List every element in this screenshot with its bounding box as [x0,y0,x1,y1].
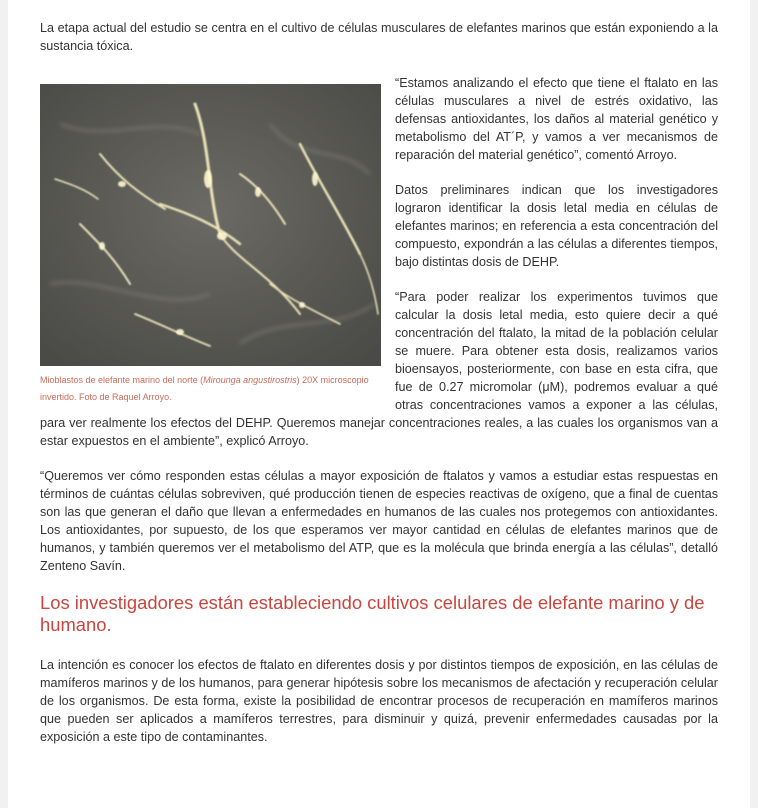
figure [40,84,381,406]
quote-paragraph-3: “Queremos ver cómo responden estas células a mayor exposición de ftalatos y vamos a estudiar estas respuestas en términos de cuántas células sobreviven, qué producción tienen de especies reactivas de oxígeno, que a final de cuentas son las que generan el daño que llevan a enfermedades en humanos de las cuales nos protegemos con antioxidantes. Los antioxidantes, por supuesto, de los que esperamos ver mayor cantidad en células de elefantes marinos que de humanos, y también queremos ver el metabolismo del ATP, que es la molécula que brinda energía a las células”, detalló Zenteno Savín. [40,469,718,573]
section-heading: Los investigadores están estableciendo cultivos celulares de elefante marino y de humano. [40,592,705,635]
intro-paragraph: La etapa actual del estudio se centra en el cultivo de células musculares de elefantes marinos que están exponiendo a la sustancia tóxica. [40,21,718,53]
page [8,0,750,808]
closing-paragraph: La intención es conocer los efectos de ftalato en diferentes dosis y por distintos tiempos de exposición, en las células de mamíferos marinos y de los humanos, para generar hipótesis sobre los mecanismos de afectación y recuperación celular de los organismos. De esta forma, existe la posibilidad de encontrar procesos de recuperación en mamíferos marinos que pueden ser aplicados a mamíferos terrestres, para disminuir y quizá, prevenir enfermedades causadas por la exposición a este tipo de contaminantes. [40,658,718,744]
end-spacer [40,763,718,773]
quote-paragraph-1: “Estamos analizando el efecto que tiene el ftalato en las células musculares a nivel de estrés oxidativo, las defensas antioxidantes, los daños al material genético y metabolismo del AT´P, y vamos a ver mecanismos de reparación del material genético”, comentó Arroyo. [395,76,718,162]
microscope-photo [40,84,381,366]
caption-text-start: Mioblastos de elefante marino del norte ( [40,375,204,385]
caption-species-name: Mirounga angustirostris [203,375,297,385]
photo-caption [40,372,381,406]
quote-paragraph-2: “Para poder realizar los experimentos tuvimos que calcular la dosis letal media, esto quiere decir a qué concentración del ftalato, la mitad de la población celular se muere. Para obtener esta dosis, realizamos varios bioensayos, posteriormente, con base en esta cifra, que fue de 0.27 micromolar (μM), podremos evaluar a qué otras concentraciones vamos a exponer a las células, para ver realmente los efectos del DEHP. Queremos manejar concentraciones reales, a las cuales los organismos van a estar expuestos en el ambiente”, explicó Arroyo. [40,290,718,448]
article-body [40,0,718,773]
caption-text-end: ) 20X microscopio invertido. Foto de Raquel Arroyo. [40,375,369,402]
data-paragraph: Datos preliminares indican que los investigadores lograron identificar la dosis letal media en células de elefantes marinos; en referencia a esta concentración del compuesto, expondrán a las células a diferentes tiempos, bajo distintas dosis de DEHP. [395,183,718,269]
